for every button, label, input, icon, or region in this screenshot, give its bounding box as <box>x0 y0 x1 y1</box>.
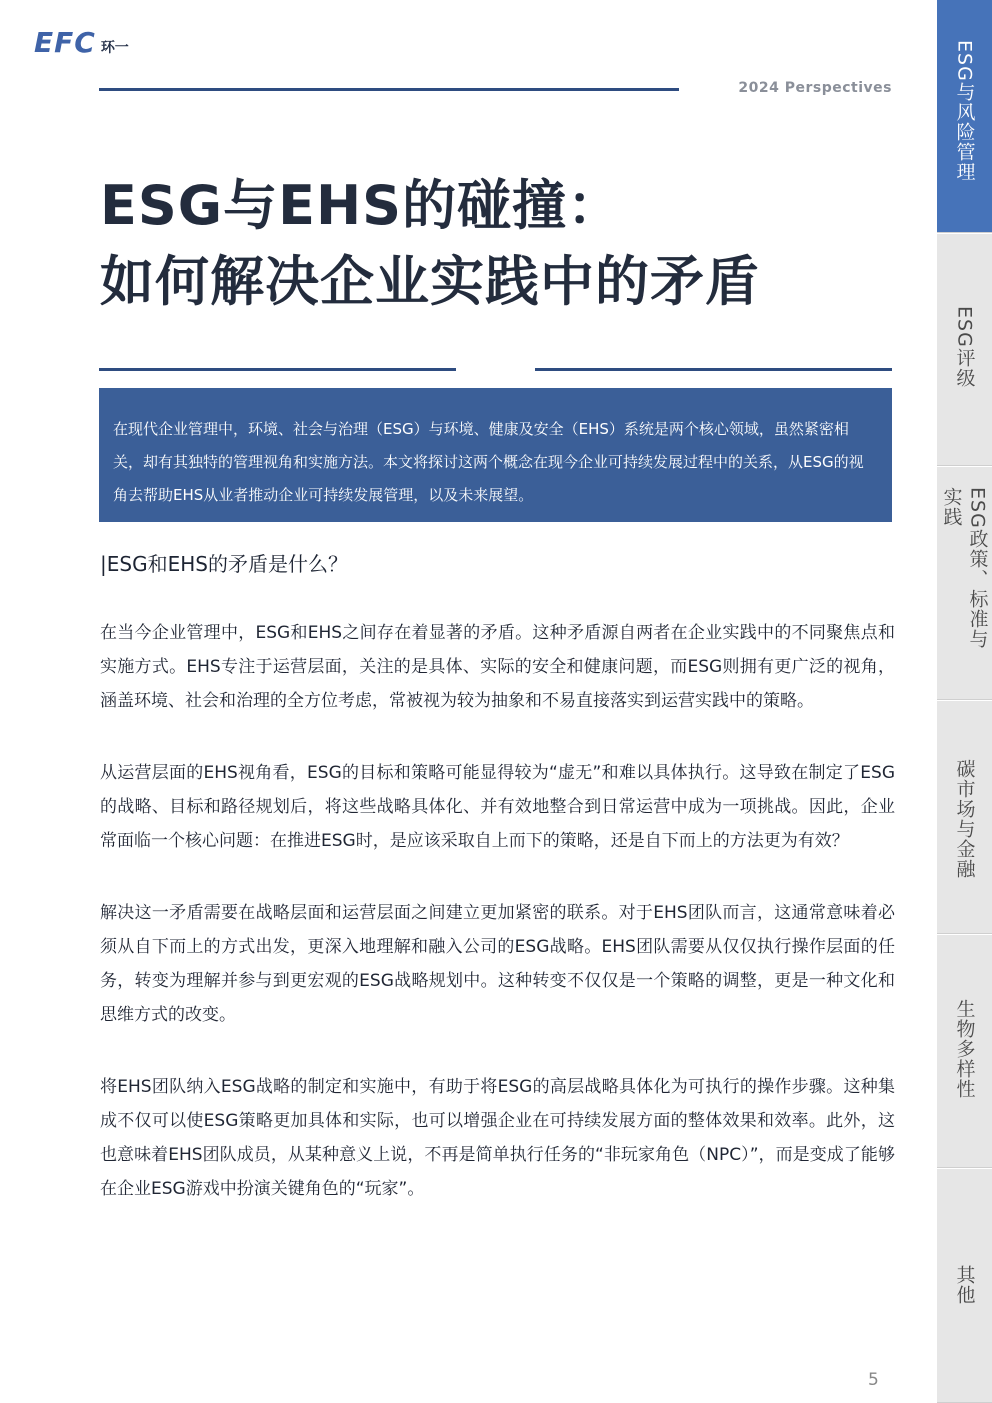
header-divider <box>99 88 679 91</box>
side-tab-esg-rating[interactable] <box>937 234 992 466</box>
side-tab-label: ESG与风险管理 <box>953 40 976 182</box>
logo-chinese-name: 环一 <box>100 40 129 56</box>
side-tab-esg-risk-management[interactable] <box>937 0 992 233</box>
page-number: 5 <box>868 1370 879 1390</box>
side-tab-label: 生物多样性 <box>953 999 976 1099</box>
publication-label: 2024 Perspectives <box>738 80 892 96</box>
title-line-2: 如何解决企业实践中的矛盾 <box>100 250 760 313</box>
side-tab-biodiversity[interactable] <box>937 935 992 1168</box>
paragraph: 将EHS团队纳入ESG战略的制定和实施中，有助于将ESG的高层战略具体化为可执行的操作步骤。这种集成不仅可以使ESG策略更加具体和实际，也可以增强企业在可持续发展方面的整体效果和效率。此外，这也意味着EHS团队成员，从某种意义上说，不再是简单执行任务的“非玩家角色（NPC）”，而是变成了能够在企业ESG游戏中扮演关键角色的“玩家”。 <box>100 1077 895 1199</box>
title-divider-right <box>535 368 892 371</box>
company-logo <box>34 26 129 59</box>
paragraph: 从运营层面的EHS视角看，ESG的目标和策略可能显得较为“虚无”和难以具体执行。这导致在制定了ESG的战略、目标和路径规划后，将这些战略具体化、并有效地整合到日常运营中成为一项挑战。因此，企业常面临一个核心问题：在推进ESG时，是应该采取自上而下的策略，还是自下而上的方法更为有效？ <box>100 763 895 851</box>
abstract-box: 在现代企业管理中，环境、社会与治理（ESG）与环境、健康及安全（EHS）系统是两个核心领域，虽然紧密相关，却有其独特的管理视角和实施方法。本文将探讨这两个概念在现今企业可持续发展过程中的关系，从ESG的视角去帮助EHS从业者推动企业可持续发展管理，以及未来展望。 <box>99 388 892 522</box>
side-tab-other[interactable] <box>937 1169 992 1403</box>
paragraph: 在当今企业管理中，ESG和EHS之间存在着显著的矛盾。这种矛盾源自两者在企业实践中的不同聚焦点和实施方式。EHS专注于运营层面，关注的是具体、实际的安全和健康问题，而ESG则拥有更广泛的视角，涵盖环境、社会和治理的全方位考虑，常被视为较为抽象和不易直接落实到运营实践中的策略。 <box>100 623 895 711</box>
side-tab-label: ESG政策、标准与实践 <box>940 487 989 649</box>
article-body <box>100 616 895 1244</box>
title-divider-left <box>99 368 456 371</box>
section-side-tabs <box>937 0 992 1403</box>
paragraph: 解决这一矛盾需要在战略层面和运营层面之间建立更加紧密的联系。对于EHS团队而言，这通常意味着必须从自下而上的方式出发，更深入地理解和融入公司的ESG战略。EHS团队需要从仅仅执行操作层面的任务，转变为理解并参与到更宏观的ESG战略规划中。这种转变不仅仅是一个策略的调整，更是一种文化和思维方式的改变。 <box>100 903 895 1025</box>
title-line-1: ESG与EHS的碰撞： <box>100 174 623 237</box>
logo-mark: EFC <box>34 26 96 59</box>
section-heading: |ESG和EHS的矛盾是什么？ <box>100 552 348 576</box>
side-tab-esg-policy[interactable] <box>937 467 992 700</box>
side-tab-carbon-market[interactable] <box>937 701 992 934</box>
side-tab-label: 其他 <box>953 1265 976 1305</box>
side-tab-label: 碳市场与金融 <box>953 759 976 879</box>
side-tab-label: ESG评级 <box>953 306 976 388</box>
page-title <box>100 168 890 320</box>
